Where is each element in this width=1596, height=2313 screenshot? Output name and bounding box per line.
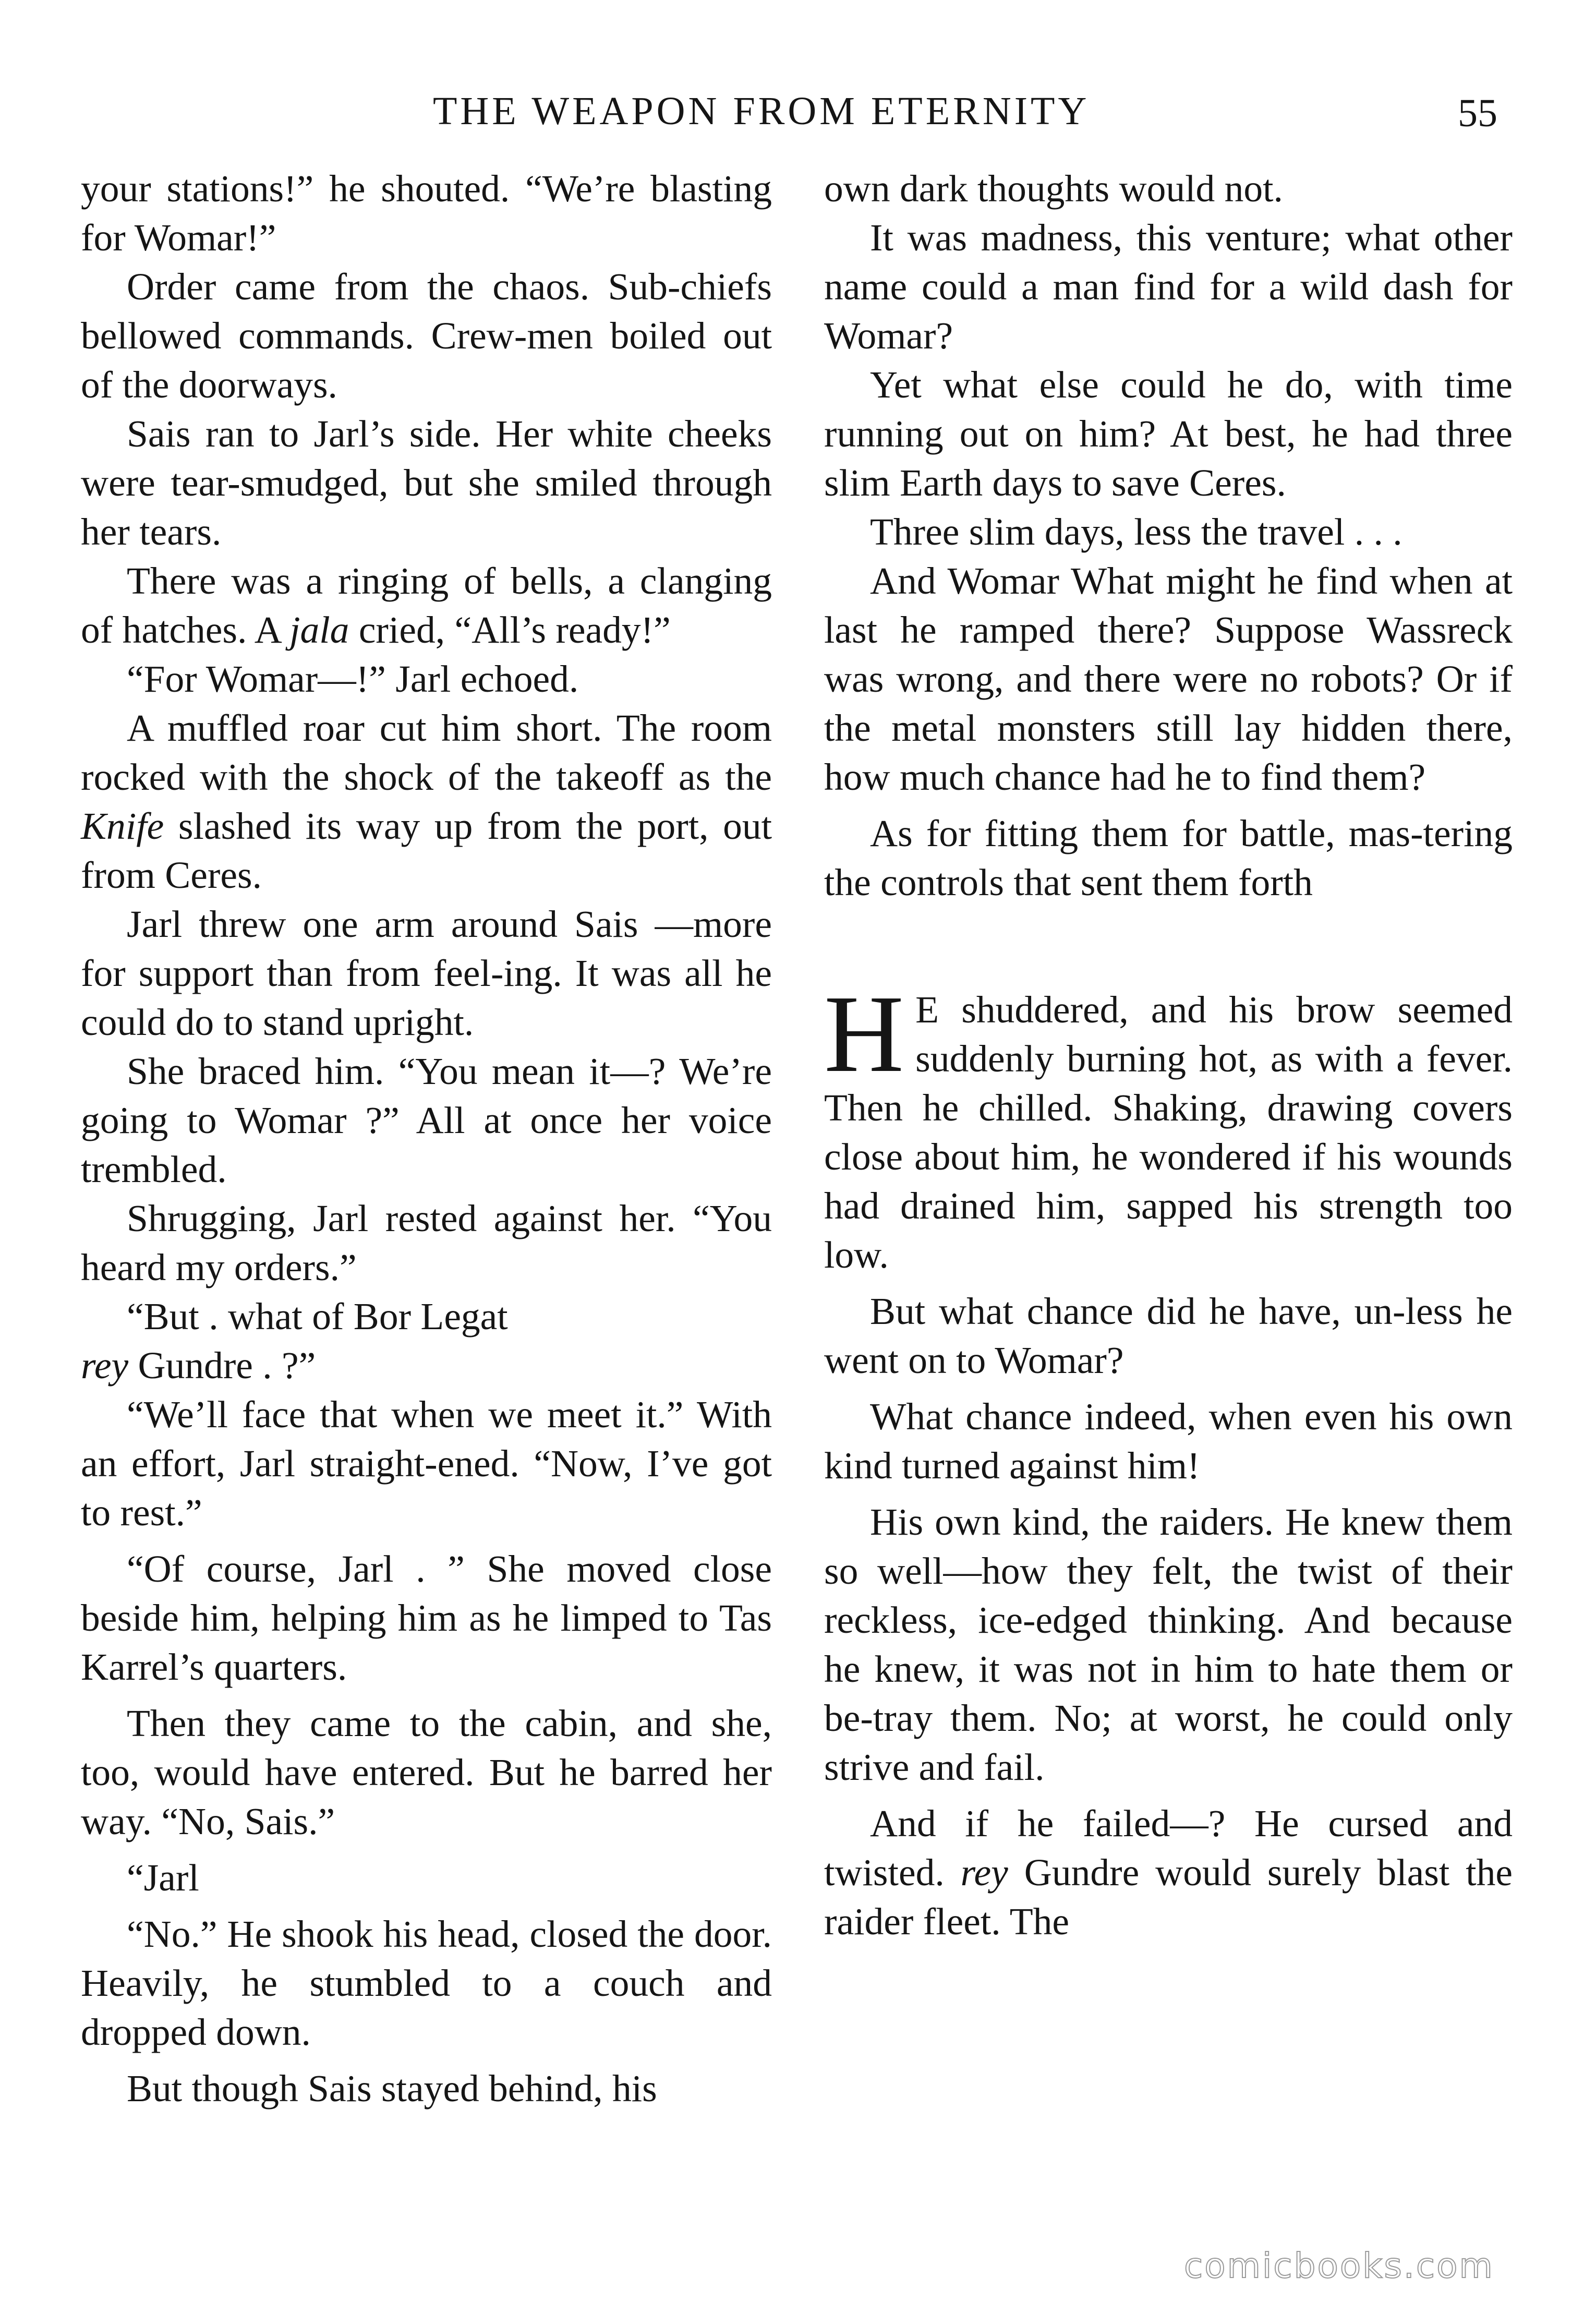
text-run: Gundre . ?” xyxy=(138,1344,316,1387)
paragraph xyxy=(81,557,772,655)
text-run: And if he failed—? He cursed and twisted. xyxy=(824,1802,1513,1894)
paragraph: It was madness, this venture; what other name could a man find for a wild dash for Womar? xyxy=(824,216,1513,357)
paragraph: Then they came to the cabin, and she, too, would have entered. But he barred her way. “No, Sais.” xyxy=(81,1702,772,1842)
paragraph xyxy=(824,1799,1513,1946)
paragraph: Order came from the chaos. Sub-chiefs bellowed commands. Crew-men boiled out of the doorways. xyxy=(81,266,772,406)
text-run: Gundre would surely blast the raider fleet. The xyxy=(824,1851,1513,1943)
italic-word: rey xyxy=(81,1344,129,1387)
paragraph: What chance indeed, when even his own kind turned against him! xyxy=(824,1395,1513,1487)
paragraph: His own kind, the raiders. He knew them so well—how they felt, the twist of their reckless, ice-edged thinking. And because he knew, it was not in him to hate them or be-tray them. No; at worst, he could only strive and fail. xyxy=(824,1501,1513,1788)
paragraph: Shrugging, Jarl rested against her. “You heard my orders.” xyxy=(81,1197,772,1288)
italic-word: rey xyxy=(960,1851,1008,1894)
paragraph: She braced him. “You mean it—? We’re going to Womar ?” All at once her voice trembled. xyxy=(81,1050,772,1190)
paragraph: But though Sais stayed behind, his xyxy=(127,2067,657,2110)
running-title: THE WEAPON FROM ETERNITY xyxy=(433,89,1090,133)
text-run: A muffled roar cut him short. The room rocked with the shock of the takeoff as the xyxy=(81,707,772,798)
paragraph: Three slim days, less the travel . . . xyxy=(870,511,1402,553)
text-run: slashed its way up from the port, out from Ceres. xyxy=(81,805,772,896)
paragraph: Jarl threw one arm around Sais —more for support than from feel-ing. It was all he could do to stand upright. xyxy=(81,903,772,1043)
italic-word: jala xyxy=(289,609,349,651)
paragraph: As for fitting them for battle, mas-tering the controls that sent them forth xyxy=(824,812,1513,903)
paragraph: “Jarl xyxy=(127,1857,199,1899)
paragraph: “No.” He shook his head, closed the door. Heavily, he stumbled to a couch and dropped down. xyxy=(81,1913,772,2053)
italic-word: Knife xyxy=(81,805,164,847)
paragraph: Yet what else could he do, with time running out on him? At best, he had three slim Earth days to save Ceres. xyxy=(824,364,1513,504)
text-run: “But . what of Bor Legat xyxy=(127,1295,508,1338)
paragraph xyxy=(81,704,772,900)
section-break xyxy=(824,907,1513,985)
paragraph xyxy=(81,1292,772,1390)
paragraph: “Of course, Jarl . ” She moved close beside him, helping him as he limped to Tas Karrel’s quarters. xyxy=(81,1548,772,1688)
drop-cap: H xyxy=(824,972,904,1095)
paragraph: “We’ll face that when we meet it.” With an effort, Jarl straight-ened. “Now, I’ve got to rest.” xyxy=(81,1393,772,1534)
text-run: E shuddered, and his brow seemed suddenly burning hot, as with a fever. Then he chilled. Shaking, drawing covers close about him, he wondered if his wounds had drained him, sapped his strength too low. xyxy=(824,989,1513,1276)
paragraph xyxy=(824,972,1513,1280)
paragraph: But what chance did he have, un-less he went on to Womar? xyxy=(824,1290,1513,1381)
page-number: 55 xyxy=(1458,91,1497,135)
left-column xyxy=(81,164,772,2113)
watermark: comicbooks.com xyxy=(1184,2246,1494,2286)
paragraph: And Womar What might he find when at last he ramped there? Suppose Wassreck was wrong, and there were no robots? Or if the metal monsters still lay hidden there, how much chance had he to find them? xyxy=(824,560,1513,798)
right-column xyxy=(824,164,1513,1946)
paragraph: “For Womar—!” Jarl echoed. xyxy=(127,658,579,700)
paragraph: Sais ran to Jarl’s side. Her white cheeks were tear-smudged, but she smiled through her tears. xyxy=(81,413,772,553)
text-run: cried, “All’s ready!” xyxy=(358,609,671,651)
paragraph: your stations!” he shouted. “We’re blasting for Womar!” xyxy=(81,167,772,259)
running-head xyxy=(0,89,1596,141)
text-run: There was a ringing of bells, a clanging of hatches. A xyxy=(81,560,772,651)
paragraph: own dark thoughts would not. xyxy=(824,167,1283,210)
